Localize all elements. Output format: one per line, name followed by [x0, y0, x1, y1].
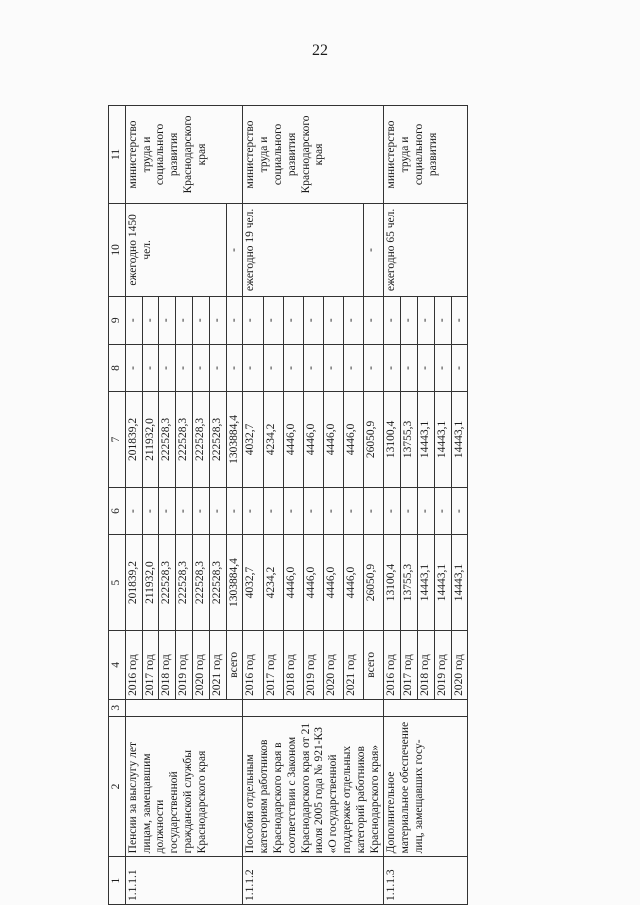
table-cell: - [451, 296, 468, 344]
table-cell: - [283, 344, 303, 392]
header-cell: 2 [109, 716, 126, 857]
table-cell: 1.1.1.2 [243, 857, 384, 905]
table-cell: 222528,3 [159, 392, 176, 487]
table-cell: - [125, 296, 142, 344]
table-cell: 14443,1 [417, 535, 434, 630]
table-cell: - [434, 487, 451, 535]
header-cell: 4 [109, 630, 126, 699]
header-cell: 6 [109, 487, 126, 535]
table-cell: 4234,2 [263, 535, 283, 630]
table-cell: - [125, 487, 142, 535]
table-cell: 211932,0 [142, 535, 159, 630]
table-cell: - [226, 344, 243, 392]
table-cell: - [226, 487, 243, 535]
table-cell: 13100,4 [384, 535, 401, 630]
table-cell: 4446,0 [303, 535, 323, 630]
table-cell: - [209, 344, 226, 392]
table-cell: - [384, 344, 401, 392]
table-cell: - [401, 296, 418, 344]
table-row [125, 106, 142, 905]
header-cell: 11 [109, 106, 126, 204]
header-row [109, 106, 126, 905]
table-cell: - [344, 487, 364, 535]
table-cell: - [364, 344, 384, 392]
table-cell: 201839,2 [125, 535, 142, 630]
table-cell: - [243, 296, 263, 344]
table-cell: 2020 год [192, 630, 209, 699]
table-cell: - [243, 344, 263, 392]
table-cell: - [209, 296, 226, 344]
table-cell: 2018 год [159, 630, 176, 699]
table-cell: - [303, 344, 323, 392]
table-cell: - [303, 296, 323, 344]
table-cell: 26050,9 [364, 535, 384, 630]
header-cell: 3 [109, 699, 126, 716]
table-cell: - [364, 203, 384, 296]
table-cell: 222528,3 [209, 392, 226, 487]
table-cell: 1.1.1.1 [125, 857, 243, 905]
table-cell: - [142, 487, 159, 535]
header-cell: 5 [109, 535, 126, 630]
table-cell: 13100,4 [384, 392, 401, 487]
table-cell: 26050,9 [364, 392, 384, 487]
table-cell: 2017 год [401, 630, 418, 699]
table-cell: - [303, 487, 323, 535]
table-cell: - [226, 296, 243, 344]
table-cell [384, 699, 468, 716]
rotated-table-container [108, 105, 533, 905]
table-cell: 13755,3 [401, 535, 418, 630]
table-cell: 222528,3 [176, 535, 193, 630]
table-cell: 4032,7 [243, 535, 263, 630]
table-cell: - [417, 344, 434, 392]
header-cell: 7 [109, 392, 126, 487]
table-cell: - [159, 487, 176, 535]
table-cell: - [344, 344, 364, 392]
table-cell: 4234,2 [263, 392, 283, 487]
table-cell: 4446,0 [323, 392, 343, 487]
table-cell: - [176, 296, 193, 344]
table-cell: 14443,1 [451, 392, 468, 487]
table-cell: 222528,3 [209, 535, 226, 630]
table-cell: 2016 год [384, 630, 401, 699]
table-cell: 201839,2 [125, 392, 142, 487]
table-cell: министерство труда и социального развития [384, 106, 468, 204]
table-cell: - [344, 296, 364, 344]
table-cell: 2019 год [434, 630, 451, 699]
table-cell: 4446,0 [303, 392, 323, 487]
table-cell: 2017 год [263, 630, 283, 699]
table-cell: - [364, 296, 384, 344]
table-cell: ежегодно 1450 чел. [125, 203, 226, 296]
table-cell: 2017 год [142, 630, 159, 699]
table-cell: - [451, 487, 468, 535]
table-cell: 222528,3 [192, 535, 209, 630]
table-cell: - [192, 296, 209, 344]
table-cell: ежегодно 65 чел. [384, 203, 468, 296]
table-cell: - [192, 344, 209, 392]
table-cell: всего [226, 630, 243, 699]
table-cell: 1303884,4 [226, 392, 243, 487]
table-cell: - [417, 487, 434, 535]
header-cell: 1 [109, 857, 126, 905]
table-cell: 14443,1 [451, 535, 468, 630]
table-cell: 2021 год [344, 630, 364, 699]
table-cell: - [384, 296, 401, 344]
table-cell: 14443,1 [434, 535, 451, 630]
table-cell: - [401, 344, 418, 392]
table-cell: 13755,3 [401, 392, 418, 487]
table-cell: - [263, 344, 283, 392]
table-cell: - [384, 487, 401, 535]
table-cell: 4446,0 [283, 535, 303, 630]
page-number: 22 [312, 42, 328, 59]
table-cell: 14443,1 [417, 392, 434, 487]
table-cell: министерство труда и социального развития Краснодарского края [125, 106, 243, 204]
table-cell: - [142, 296, 159, 344]
table-cell: - [323, 487, 343, 535]
header-cell: 8 [109, 344, 126, 392]
table-cell: - [364, 487, 384, 535]
table-cell: 2019 год [303, 630, 323, 699]
table-cell: 4446,0 [344, 392, 364, 487]
table-cell: - [323, 296, 343, 344]
table-cell: - [283, 296, 303, 344]
table-cell: 2020 год [323, 630, 343, 699]
table-cell: 211932,0 [142, 392, 159, 487]
table-cell: - [159, 344, 176, 392]
table-cell: 4446,0 [344, 535, 364, 630]
table-cell: - [243, 487, 263, 535]
table-cell: - [434, 344, 451, 392]
table-cell: 2018 год [283, 630, 303, 699]
table-cell: - [192, 487, 209, 535]
table-cell: - [401, 487, 418, 535]
table-cell: Пенсии за выслугу лет лицам, замещавшим должности государственной гражданской службы Краснодарского края [125, 716, 243, 857]
table-body [125, 106, 468, 905]
table-cell: - [226, 203, 243, 296]
table-cell: - [323, 344, 343, 392]
table-cell: 2016 год [243, 630, 263, 699]
table-cell: 222528,3 [176, 392, 193, 487]
table-cell: 2021 год [209, 630, 226, 699]
table-cell: - [263, 296, 283, 344]
table-cell: 14443,1 [434, 392, 451, 487]
table-cell [243, 699, 384, 716]
table-cell: 1303884,4 [226, 535, 243, 630]
table-cell: 4446,0 [283, 392, 303, 487]
table-cell: всего [364, 630, 384, 699]
table-cell: 4446,0 [323, 535, 343, 630]
table-cell: 222528,3 [192, 392, 209, 487]
table-row [243, 106, 263, 905]
table-cell: - [159, 296, 176, 344]
table-cell: 222528,3 [159, 535, 176, 630]
table-row [384, 106, 401, 905]
table-cell: - [176, 344, 193, 392]
table-cell: 4032,7 [243, 392, 263, 487]
table-cell: 2019 год [176, 630, 193, 699]
table-cell: - [451, 344, 468, 392]
table-cell: ежегодно 19 чел. [243, 203, 364, 296]
program-table [108, 105, 468, 905]
table-cell: 2016 год [125, 630, 142, 699]
table-cell: 1.1.1.3 [384, 857, 468, 905]
table-cell: - [176, 487, 193, 535]
header-cell: 9 [109, 296, 126, 344]
table-cell: 2018 год [417, 630, 434, 699]
table-cell: - [263, 487, 283, 535]
table-cell: - [434, 296, 451, 344]
table-cell: - [142, 344, 159, 392]
header-cell: 10 [109, 203, 126, 296]
table-cell: - [125, 344, 142, 392]
table-cell: - [417, 296, 434, 344]
table-cell: Пособия отдельным категориям работников Краснодарского края в соответствии с Законом Краснодарского края от 21 июля 2005 года № 921-КЗ «О государственной поддержке отдельных категорий работников Краснодарского края» [243, 716, 384, 857]
table-cell [125, 699, 243, 716]
table-cell: - [283, 487, 303, 535]
table-cell: министерство труда и социального развития Краснодарского края [243, 106, 384, 204]
table-cell: Дополнительное материальное обеспечение лиц, замещавших госу- [384, 716, 468, 857]
table-cell: - [209, 487, 226, 535]
table-cell: 2020 год [451, 630, 468, 699]
